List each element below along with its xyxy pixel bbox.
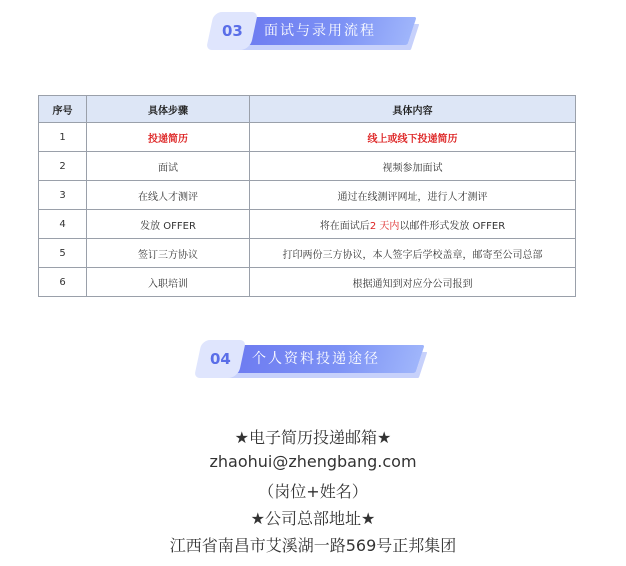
section-title: 个人资料投递途径 bbox=[252, 351, 380, 367]
row-no: 3 bbox=[39, 181, 87, 210]
header-step: 具体步骤 bbox=[87, 96, 250, 123]
row-content: 打印两份三方协议，本人签字后学校盖章，邮寄至公司总部 bbox=[250, 239, 576, 268]
row-content: 根据通知到对应分公司报到 bbox=[250, 268, 576, 297]
row-step: 投递简历 bbox=[87, 123, 250, 152]
table-header-row bbox=[39, 96, 576, 123]
email-label: ★电子简历投递邮箱★ bbox=[234, 428, 392, 447]
email-note: （岗位+姓名） bbox=[258, 482, 368, 501]
table-row bbox=[39, 181, 576, 210]
row-content bbox=[250, 210, 576, 239]
content-text: 以邮件形式发放 OFFER bbox=[399, 220, 506, 232]
section-banner-submission bbox=[198, 340, 433, 378]
row-content: 通过在线测评网址，进行人才测评 bbox=[250, 181, 576, 210]
content-text: 将在面试后 bbox=[319, 220, 370, 232]
row-no: 2 bbox=[39, 152, 87, 181]
row-no: 4 bbox=[39, 210, 87, 239]
row-no: 6 bbox=[39, 268, 87, 297]
header-no: 序号 bbox=[39, 96, 87, 123]
email-address[interactable]: zhaohui@zhengbang.com bbox=[209, 452, 417, 471]
section-number: 04 bbox=[209, 350, 231, 368]
header-content: 具体内容 bbox=[250, 96, 576, 123]
row-content: 视频参加面试 bbox=[250, 152, 576, 181]
row-no: 5 bbox=[39, 239, 87, 268]
address-label: ★公司总部地址★ bbox=[250, 509, 376, 528]
section-banner-process bbox=[210, 12, 425, 50]
row-step: 签订三方协议 bbox=[87, 239, 250, 268]
process-table bbox=[38, 95, 576, 297]
row-step: 发放 OFFER bbox=[87, 210, 250, 239]
row-no: 1 bbox=[39, 123, 87, 152]
row-step: 在线人才测评 bbox=[87, 181, 250, 210]
section-number: 03 bbox=[221, 22, 243, 40]
row-step: 面试 bbox=[87, 152, 250, 181]
row-step: 入职培训 bbox=[87, 268, 250, 297]
address-text: 江西省南昌市艾溪湖一路569号正邦集团 bbox=[169, 536, 457, 555]
table-row bbox=[39, 210, 576, 239]
highlight-days: 2 天内 bbox=[369, 220, 400, 232]
row-content: 线上或线下投递简历 bbox=[250, 123, 576, 152]
table-row bbox=[39, 268, 576, 297]
section-title: 面试与录用流程 bbox=[264, 23, 376, 39]
table-row bbox=[39, 152, 576, 181]
table-row bbox=[39, 123, 576, 152]
table-row bbox=[39, 239, 576, 268]
